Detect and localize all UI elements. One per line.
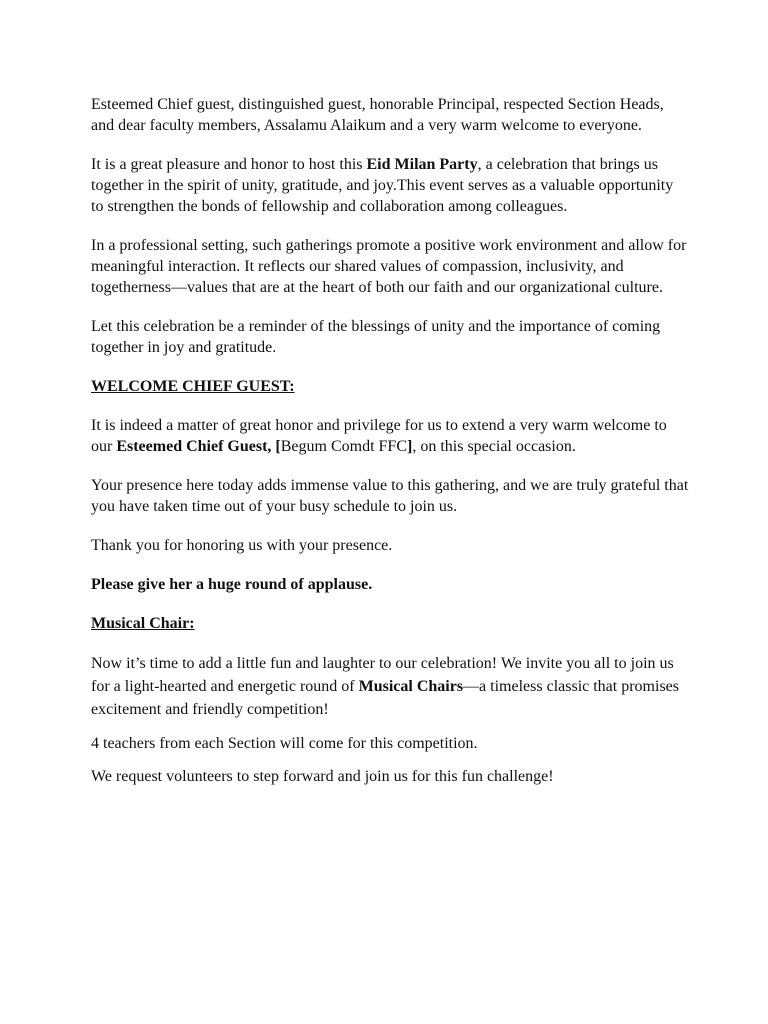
game-intro-text-cont: —a timeless classic that promises excitement and friendly competition!: [91, 678, 679, 718]
chief-guest-welcome-paragraph: [91, 415, 689, 457]
event-intro-paragraph: [91, 154, 689, 217]
chief-guest-bracket: ]: [407, 438, 413, 455]
welcome-chief-guest-heading: WELCOME CHIEF GUEST:: [91, 378, 295, 395]
game-intro-text: Now it’s time to add a little fun and laughter to our celebration! We invite you all to join us for a light-hearted and energetic round of: [91, 655, 674, 695]
intro-text: It is a great pleasure and honor to host this: [91, 156, 367, 173]
chief-guest-name: Begum Comdt FFC: [280, 438, 407, 455]
thank-you-paragraph: Thank you for honoring us with your presence.: [91, 537, 393, 554]
welcome-text-cont: , on this special occasion.: [412, 438, 576, 455]
teachers-participation-paragraph: 4 teachers from each Section will come for this competition.: [91, 735, 478, 752]
celebration-reminder-paragraph: Let this celebration be a reminder of the blessings of unity and the importance of coming together in joy and gratitude.: [91, 318, 661, 356]
welcome-text: It is indeed a matter of great honor and privilege for us to extend a very warm welcome to our: [91, 417, 667, 455]
professional-setting-paragraph: In a professional setting, such gatherings promote a positive work environment and allow for meaningful interaction. It reflects our shared values of compassion, inclusivity, and togetherness—values that are at the heart of both our faith and our organizational culture.: [91, 237, 687, 296]
volunteers-request-paragraph: We request volunteers to step forward and join us for this fun challenge!: [91, 768, 554, 785]
welcome-greeting-paragraph: Esteemed Chief guest, distinguished guest, honorable Principal, respected Section Heads, and dear faculty members, Assalamu Alaikum and a very warm welcome to everyone.: [91, 96, 664, 134]
document-page: [91, 94, 689, 787]
musical-chair-heading: Musical Chair:: [91, 615, 195, 632]
chief-guest-label: Esteemed Chief Guest, [: [116, 438, 281, 455]
intro-text-cont: , a celebration that brings us together in the spirit of unity, gratitude, and joy.This event serves as a valuable opportunity to strengthen the bonds of fellowship and collaboration among colleagues.: [91, 156, 674, 215]
applause-paragraph: Please give her a huge round of applause.: [91, 576, 373, 593]
musical-chairs-intro-paragraph: [91, 652, 689, 721]
event-name: Eid Milan Party: [366, 156, 478, 173]
presence-gratitude-paragraph: Your presence here today adds immense value to this gathering, and we are truly grateful that you have taken time out of your busy schedule to join us.: [91, 477, 689, 515]
game-name: Musical Chairs: [358, 678, 464, 695]
